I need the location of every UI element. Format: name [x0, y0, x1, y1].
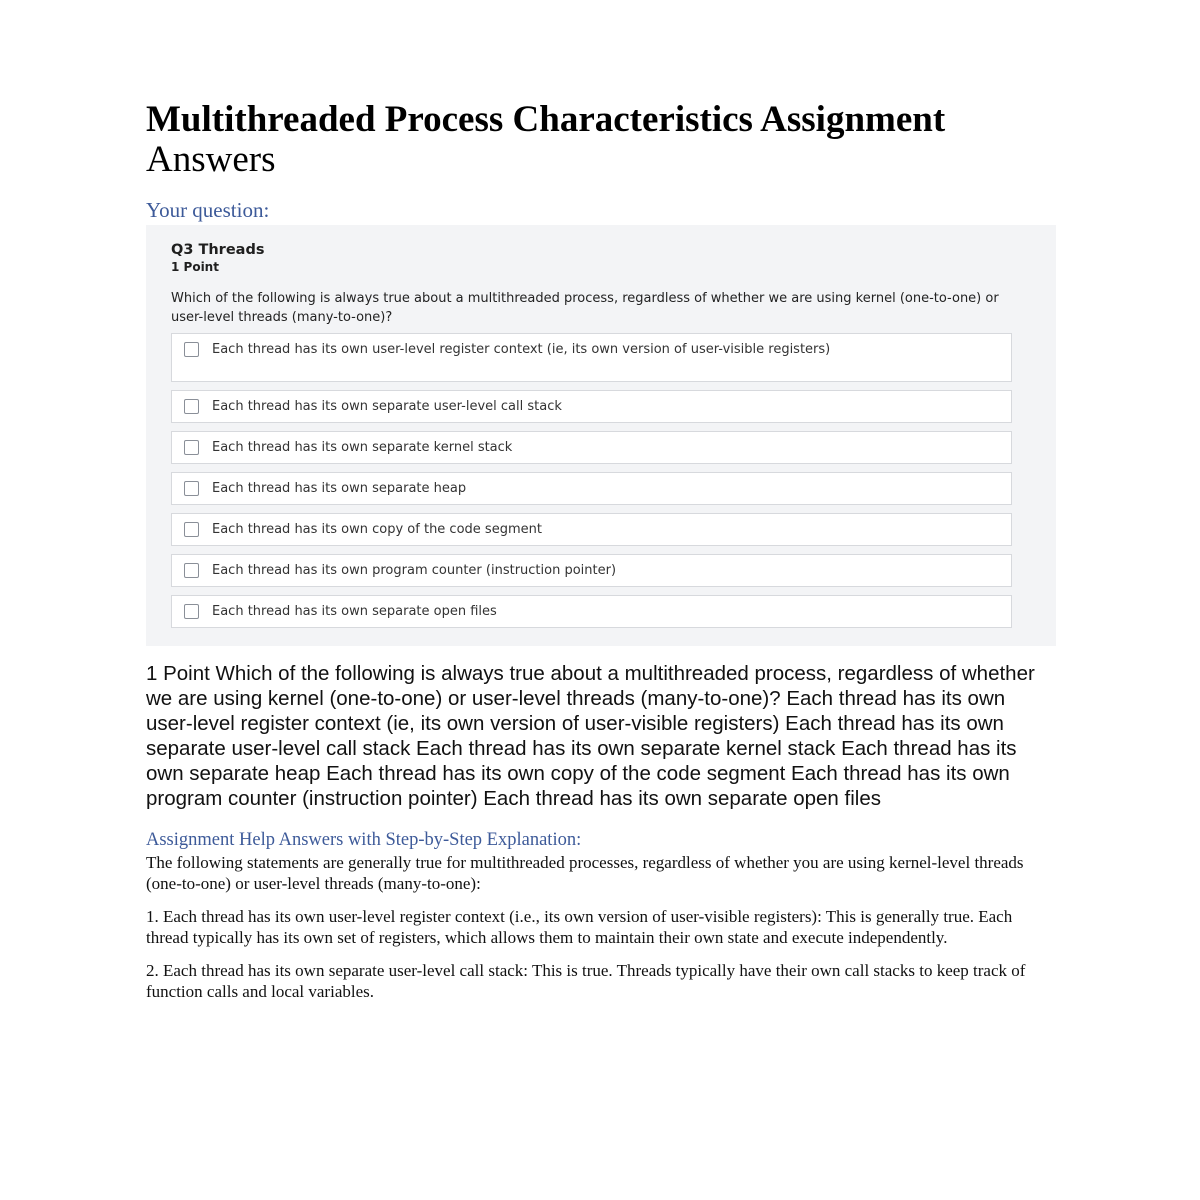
page-title-regular: Answers: [146, 139, 276, 180]
answers-heading: Assignment Help Answers with Step-by-Step Explanation:: [146, 830, 582, 850]
quiz-option-label: Each thread has its own separate open files: [212, 604, 497, 619]
quiz-option-label: Each thread has its own user-level register context (ie, its own version of user-visible registers): [212, 342, 831, 357]
question-transcript: 1 Point Which of the following is always true about a multithreaded process, regardless of whether we are using kernel (one-to-one) or user-level threads (many-to-one)? Each thread has its own user-level register context (ie, its own version of user-visible registers) Each thread has its own separate user-level call stack Each thread has its own separate kernel stack Each thread has its own separate heap Each thread has its own copy of the code segment Each thread has its own program counter (instruction pointer) Each thread has its own separate open files: [146, 662, 1035, 810]
quiz-panel: [146, 225, 1056, 646]
quiz-option[interactable]: [171, 513, 1012, 546]
answer-point: 2. Each thread has its own separate user-level call stack: This is true. Threads typically have their own call stacks to keep track of function calls and local variables.: [146, 961, 1026, 1001]
quiz-question: Which of the following is always true about a multithreaded process, regardless of whether we are using kernel (one-to-one) or user-level threads (many-to-one)?: [171, 291, 999, 325]
document-page: [146, 100, 1056, 1014]
checkbox-icon[interactable]: [184, 481, 199, 496]
quiz-option[interactable]: [171, 554, 1012, 587]
quiz-option-label: Each thread has its own program counter (instruction pointer): [212, 563, 617, 578]
checkbox-icon[interactable]: [184, 399, 199, 414]
question-label: Your question:: [146, 198, 270, 222]
quiz-option-label: Each thread has its own separate kernel stack: [212, 440, 513, 455]
quiz-option[interactable]: [171, 431, 1012, 464]
checkbox-icon[interactable]: [184, 563, 199, 578]
checkbox-icon[interactable]: [184, 604, 199, 619]
quiz-option[interactable]: [171, 333, 1012, 382]
quiz-option-label: Each thread has its own separate heap: [212, 481, 467, 496]
checkbox-icon[interactable]: [184, 342, 199, 357]
page-title: [146, 100, 1056, 180]
checkbox-icon[interactable]: [184, 440, 199, 455]
quiz-points: 1 Point: [171, 260, 219, 274]
quiz-option-label: Each thread has its own copy of the code segment: [212, 522, 542, 537]
answers-intro: The following statements are generally true for multithreaded processes, regardless of whether you are using kernel-level threads (one-to-one) or user-level threads (many-to-one):: [146, 853, 1024, 893]
quiz-title: Q3 Threads: [171, 242, 265, 258]
quiz-option-label: Each thread has its own separate user-level call stack: [212, 399, 562, 414]
quiz-option[interactable]: [171, 595, 1012, 628]
checkbox-icon[interactable]: [184, 522, 199, 537]
quiz-option[interactable]: [171, 472, 1012, 505]
answer-point: 1. Each thread has its own user-level register context (i.e., its own version of user-visible registers): This is generally true. Each thread typically has its own set of registers, which allows them to maintain their own state and execute independently.: [146, 907, 1013, 947]
quiz-option[interactable]: [171, 390, 1012, 423]
page-title-bold: Multithreaded Process Characteristics Assignment: [146, 99, 946, 140]
